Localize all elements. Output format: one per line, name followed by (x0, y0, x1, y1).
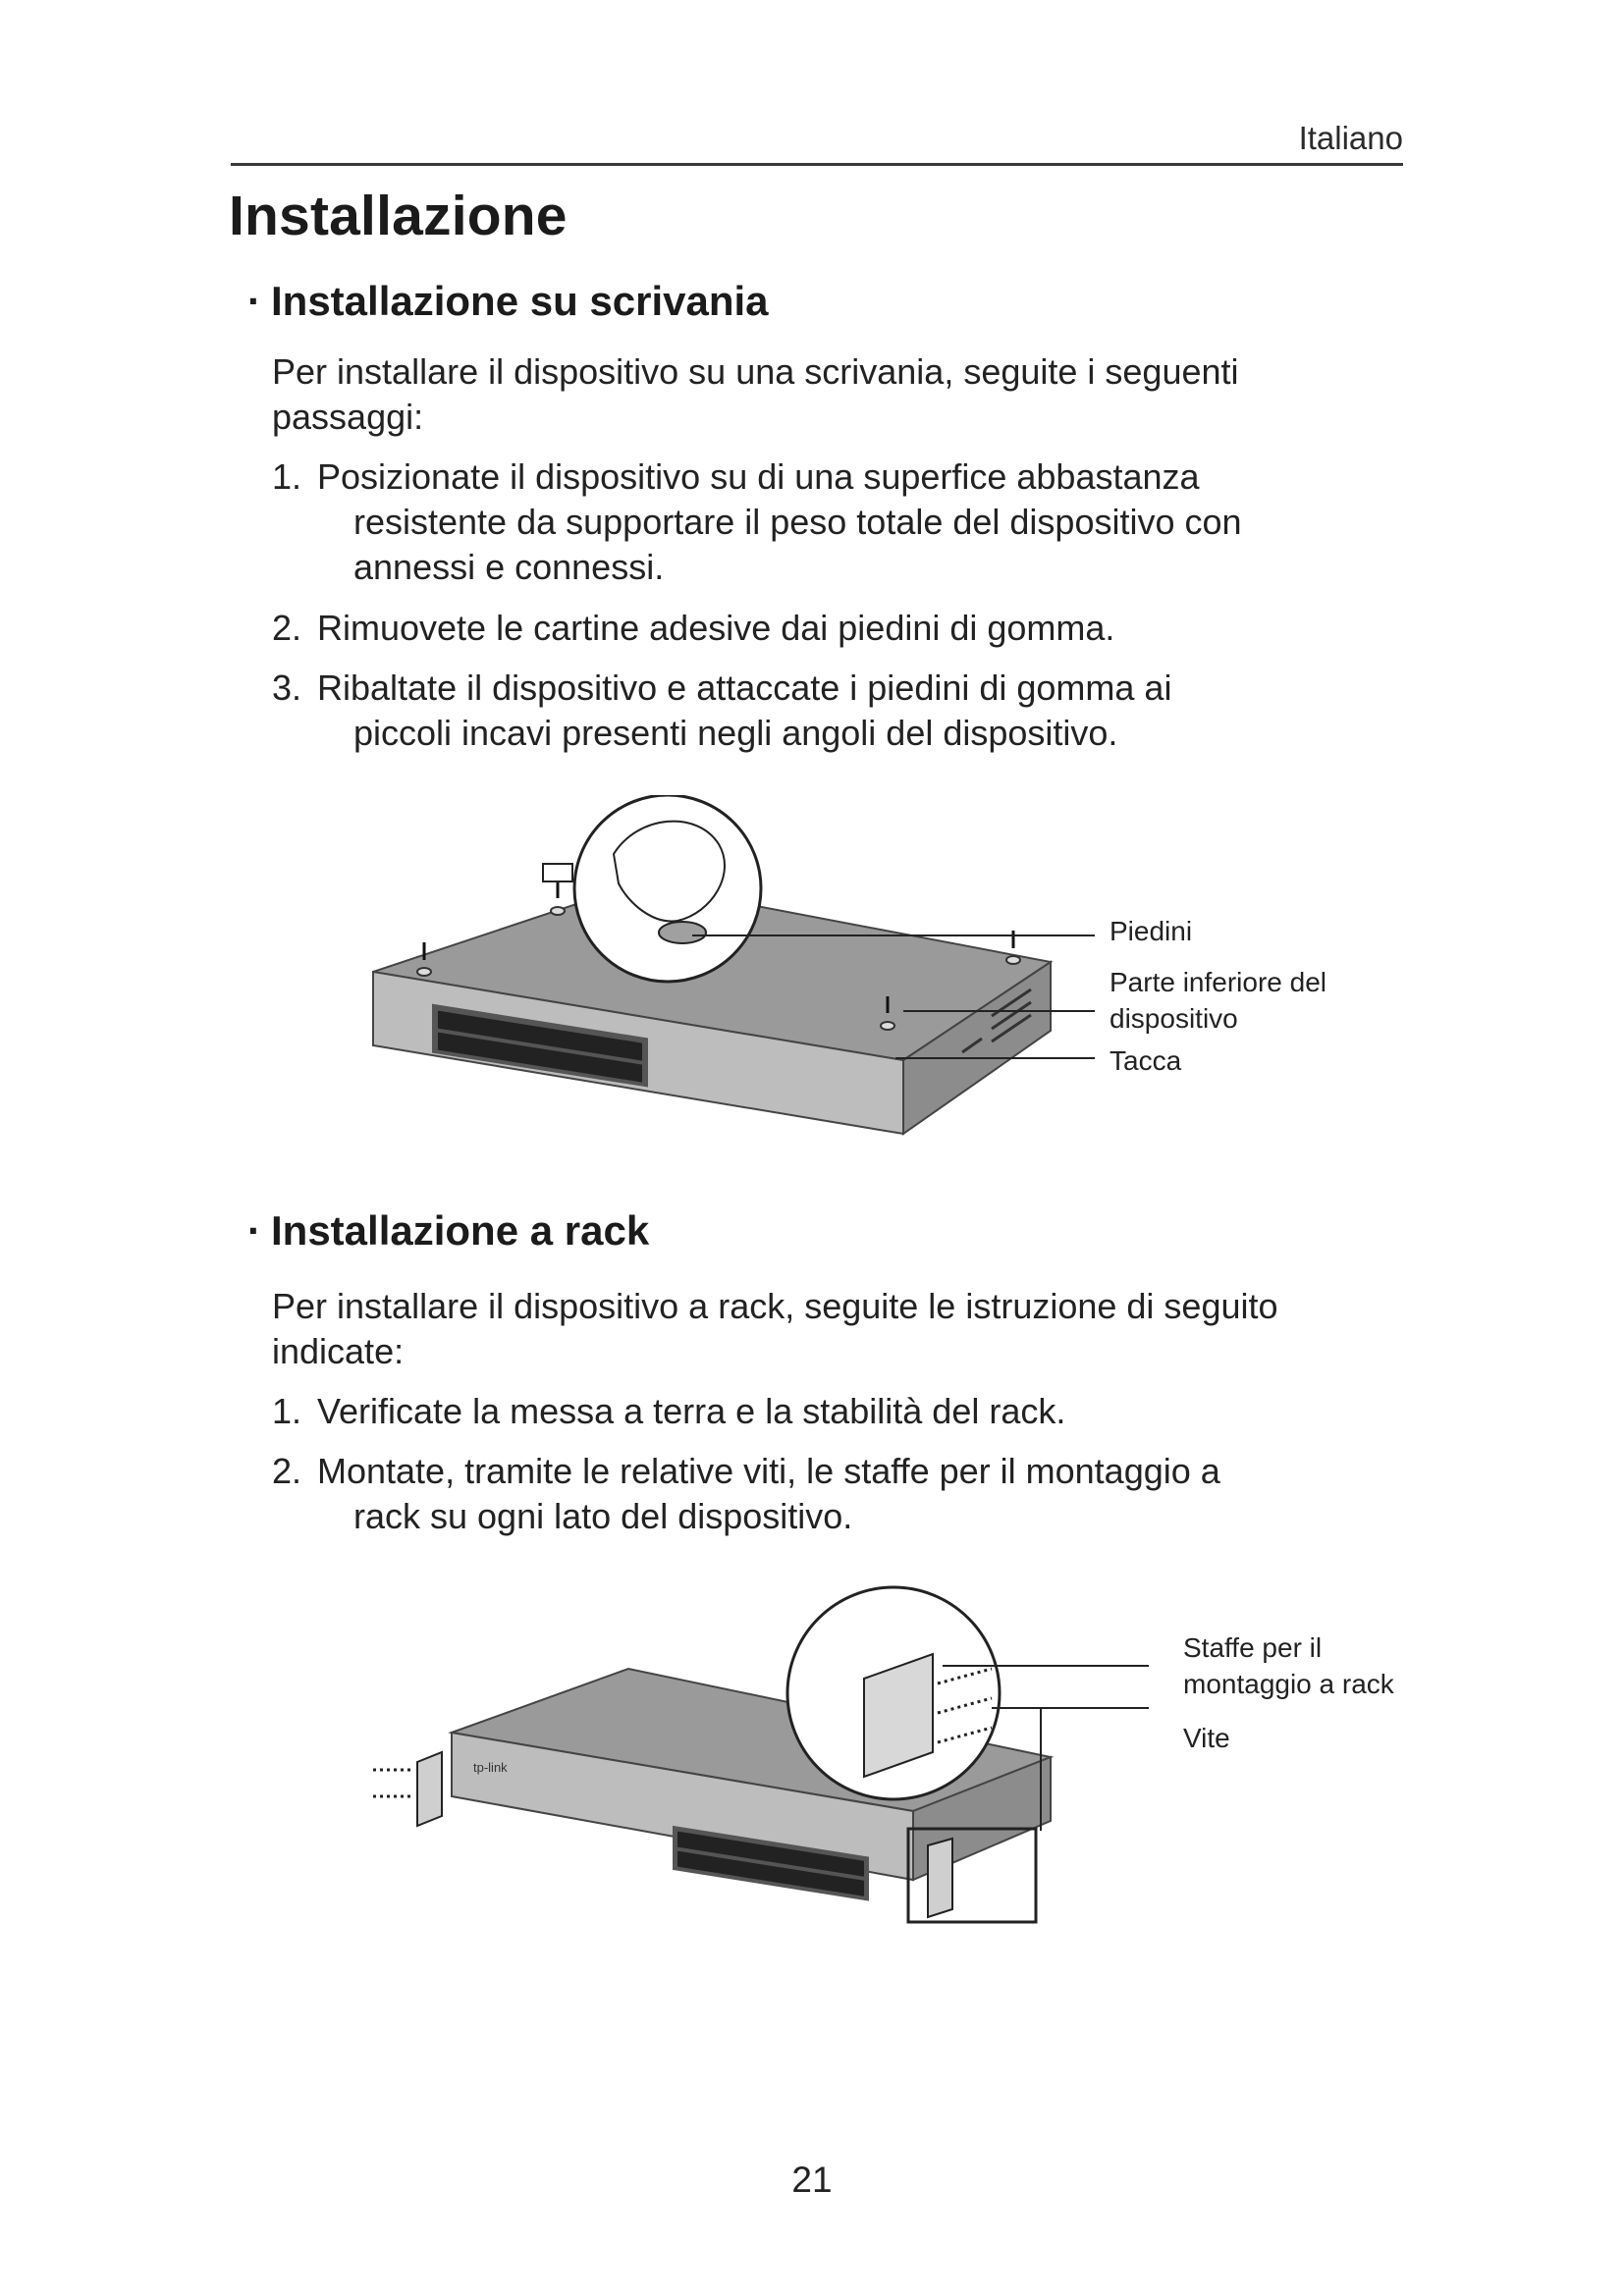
right-bracket-icon (928, 1839, 952, 1917)
callout-brackets-line: Staffe per il (1183, 1632, 1323, 1663)
bullet-icon: · (247, 1207, 261, 1254)
callout-bottom-line: Parte inferiore del (1110, 967, 1327, 997)
desk-intro-line: passaggi: (272, 397, 424, 437)
rack-heading-text: Installazione a rack (271, 1207, 650, 1254)
page-number: 21 (791, 2160, 833, 2200)
header-language: Italiano (1298, 120, 1403, 156)
step-text: Posizionate il dispositivo su di una superfice abbastanza (317, 456, 1200, 497)
rack-intro (272, 1284, 1278, 1374)
rack-step-2 (272, 1449, 1220, 1539)
step-number: 2. (272, 608, 302, 648)
callout-feet: Piedini (1110, 916, 1193, 946)
rack-section-heading (247, 1207, 649, 1255)
step-text: rack su ogni lato del dispositivo. (353, 1496, 853, 1536)
callout-screw: Vite (1183, 1723, 1230, 1753)
step-number: 1. (272, 456, 302, 497)
desk-step-2 (272, 606, 1114, 651)
step-text: Verificate la messa a terra e la stabilità del rack. (317, 1391, 1066, 1431)
device-logo: tp-link (473, 1760, 508, 1775)
callout-bottom-line: dispositivo (1110, 1003, 1238, 1034)
rack-step-1 (272, 1389, 1065, 1434)
rack-intro-line: indicate: (272, 1331, 405, 1371)
callout-bottom (1110, 964, 1326, 1037)
step-number: 3. (272, 667, 302, 708)
rubber-foot-icon (659, 922, 706, 943)
desk-intro-line: Per installare il dispositivo su una scrivania, seguite i seguenti (272, 351, 1239, 392)
page-title: Installazione (229, 185, 568, 247)
desk-step-3 (272, 666, 1171, 756)
desk-intro (272, 349, 1239, 440)
desk-heading-text: Installazione su scrivania (271, 278, 769, 324)
callout-notch: Tacca (1110, 1045, 1182, 1076)
bullet-icon: · (247, 278, 261, 324)
left-bracket-icon (417, 1752, 442, 1826)
left-screws (373, 1770, 412, 1796)
callout-brackets-line: montaggio a rack (1183, 1669, 1394, 1699)
desk-install-illustration (353, 795, 1100, 1158)
step-text: resistente da supportare il peso totale del dispositivo con (353, 502, 1242, 542)
desk-section-heading (247, 278, 769, 325)
desk-step-1 (272, 454, 1242, 590)
step-text: piccoli incavi presenti negli angoli del dispositivo. (353, 713, 1118, 753)
rack-intro-line: Per installare il dispositivo a rack, seguite le istruzione di seguito (272, 1286, 1278, 1326)
step-number: 2. (272, 1451, 302, 1491)
foot-sticker (543, 864, 572, 881)
callout-brackets (1183, 1629, 1394, 1702)
step-number: 1. (272, 1391, 302, 1431)
rack-install-illustration (363, 1585, 1168, 1939)
step-text: Ribaltate il dispositivo e attaccate i piedini di gomma ai (317, 667, 1172, 708)
header-rule (231, 163, 1403, 166)
step-text: Montate, tramite le relative viti, le staffe per il montaggio a (317, 1451, 1220, 1491)
step-text: Rimuovete le cartine adesive dai piedini di gomma. (317, 608, 1115, 648)
step-text: annessi e connessi. (353, 547, 665, 587)
